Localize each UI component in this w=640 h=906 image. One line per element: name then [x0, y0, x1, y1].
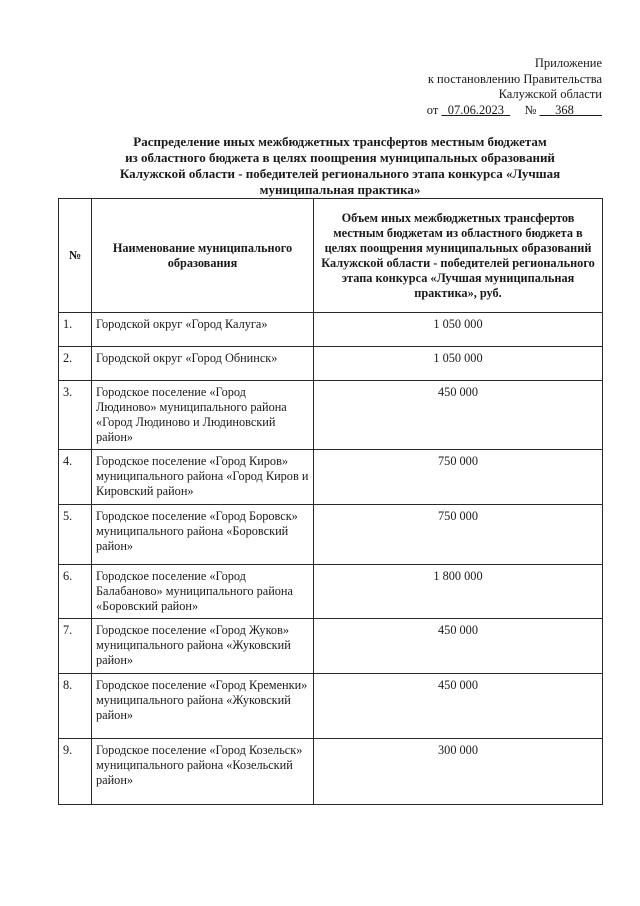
table-row [59, 313, 603, 347]
table-row [59, 619, 603, 674]
table-row [59, 347, 603, 381]
transfers-table [58, 198, 603, 805]
transfer-amount: 750 000 [314, 505, 603, 565]
from-label: от [426, 102, 439, 117]
title-line-3: Калужской области - победителей регионального этапа конкурса «Лучшая [119, 166, 561, 181]
row-number: 9. [59, 739, 92, 805]
transfer-amount: 1 050 000 [314, 313, 603, 347]
title-line-4: муниципальная практика» [259, 182, 421, 197]
transfer-amount: 1 050 000 [314, 347, 603, 381]
number-label: № [524, 102, 537, 117]
title-line-2: из областного бюджета в целях поощрения муниципальных образований [125, 150, 555, 165]
resolution-reference: к постановлению Правительства [427, 71, 602, 86]
resolution-dateline [427, 103, 602, 119]
document-title [80, 134, 600, 198]
title-line-1: Распределение иных межбюджетных трансфертов местным бюджетам [133, 134, 547, 149]
transfer-amount: 450 000 [314, 619, 603, 674]
appendix-header [427, 56, 602, 118]
municipality-name: Городское поселение «Город Кременки» муниципального района «Жуковский район» [92, 674, 314, 739]
row-number: 7. [59, 619, 92, 674]
table-row [59, 674, 603, 739]
table-row [59, 450, 603, 505]
transfer-amount: 300 000 [314, 739, 603, 805]
table-row [59, 565, 603, 619]
row-number: 3. [59, 381, 92, 450]
table-header-row [59, 199, 603, 313]
column-header-amount: Объем иных межбюджетных трансфертов местным бюджетам из областного бюджета в целях поощрения муниципальных образований Калужской области - победителей регионального этапа конкурса «Лучшая муниципальная практика», руб. [314, 199, 603, 313]
table-row [59, 739, 603, 805]
transfer-amount: 450 000 [314, 674, 603, 739]
row-number: 5. [59, 505, 92, 565]
transfer-amount: 750 000 [314, 450, 603, 505]
transfer-amount: 1 800 000 [314, 565, 603, 619]
column-header-number: № [59, 199, 92, 313]
municipality-name: Городское поселение «Город Людиново» муниципального района «Город Людиново и Людиновский район» [92, 381, 314, 450]
row-number: 6. [59, 565, 92, 619]
row-number: 8. [59, 674, 92, 739]
table-row [59, 381, 603, 450]
resolution-date: 07.06.2023 [447, 102, 504, 117]
municipality-name: Городской округ «Город Калуга» [92, 313, 314, 347]
region-name: Калужской области [498, 87, 602, 101]
row-number: 2. [59, 347, 92, 381]
municipality-name: Городское поселение «Город Киров» муниципального района «Город Киров и Кировский район» [92, 450, 314, 505]
municipality-name: Городской округ «Город Обнинск» [92, 347, 314, 381]
municipality-name: Городское поселение «Город Балабаново» муниципального района «Боровский район» [92, 565, 314, 619]
column-header-name: Наименование муниципального образования [92, 199, 314, 313]
row-number: 1. [59, 313, 92, 347]
transfer-amount: 450 000 [314, 381, 603, 450]
municipality-name: Городское поселение «Город Боровск» муниципального района «Боровский район» [92, 505, 314, 565]
municipality-name: Городское поселение «Город Козельск» муниципального района «Козельский район» [92, 739, 314, 805]
table-row [59, 505, 603, 565]
resolution-number: 368 [555, 102, 574, 117]
appendix-label: Приложение [534, 56, 602, 70]
municipality-name: Городское поселение «Город Жуков» муниципального района «Жуковский район» [92, 619, 314, 674]
row-number: 4. [59, 450, 92, 505]
